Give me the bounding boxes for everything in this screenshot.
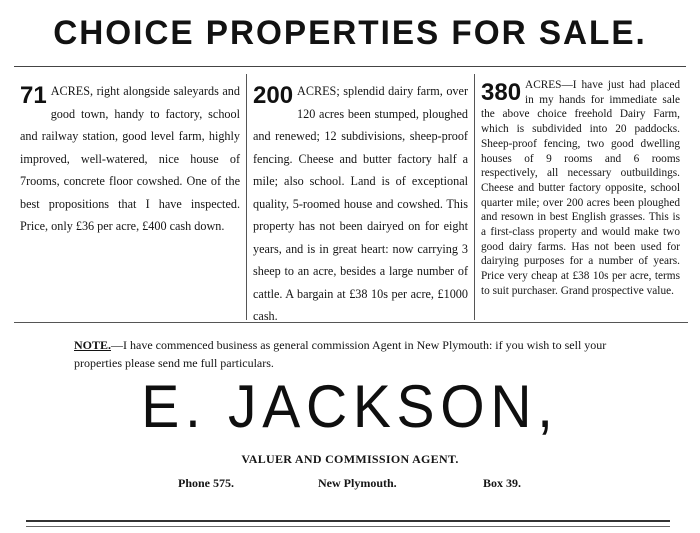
contact-phone: Phone 575.	[178, 476, 235, 490]
contact-row	[0, 476, 700, 494]
property-number-1: 71	[20, 82, 47, 109]
columns-bottom-rule	[14, 322, 688, 323]
contact-town: New Plymouth.	[318, 476, 397, 490]
note-paragraph	[74, 336, 644, 372]
property-description-2: ACRES; splendid dairy farm, over 120 acres been stumped, ploughed and renewed; 12 subdivisions, sheep-proof fencing. Cheese and butter factory half a mile; also school. Land is of exceptional quality, 5-roomed house and cowshed. This property has not been dairyed on for eight years, and is in great heart: now carrying 3 sheep to an acre, besides a large number of cattle. A bargain at £38 10s per acre, £1000 cash.	[253, 84, 468, 323]
property-columns	[14, 74, 688, 323]
property-description-3: ACRES—I have just had placed in my hands for immediate sale the above choice freehold Dairy Farm, which is subdivided into 20 paddocks. Sheep-proof fencing, two good dwelling houses of 9 rooms and 6 rooms respectively, all necessary outbuildings. Cheese and butter factory opposite, school quarter mile; over 200 acres been ploughed and resown in best English grasses. This is a first-class property and would make two good dairy farms. Has not been used for dairying purposes for a number of years. Price very cheap at £38 10s per acre, terms to suit purchaser. Grand prospective value.	[481, 79, 680, 297]
property-number-3: 380	[481, 79, 522, 106]
bottom-rule	[26, 520, 670, 527]
note-text: —I have commenced business as general commission Agent in New Plymouth: if you wish to sell your properties please send me full particulars.	[74, 338, 607, 370]
agent-title: VALUER AND COMMISSION AGENT.	[241, 452, 459, 466]
note-label: NOTE.	[74, 338, 112, 352]
property-text-3	[481, 78, 680, 299]
property-description-1: ACRES, right alongside saleyards and good town, handy to factory, school and railway station, good level farm, highly improved, well-watered, nice house of 7rooms, concrete floor cowshed. One of the best propositions that I have inspected. Price, only £36 per acre, £400 cash down.	[20, 84, 240, 233]
property-text-1	[20, 80, 240, 238]
contact-box: Box 39.	[483, 476, 522, 490]
top-rule	[14, 66, 686, 67]
headline: CHOICE PROPERTIES FOR SALE.	[53, 14, 647, 52]
property-number-2: 200	[253, 82, 294, 109]
agent-name: E. JACKSON,	[141, 373, 559, 440]
property-column-2	[246, 74, 474, 323]
property-column-3	[474, 74, 686, 320]
property-column-1	[14, 74, 246, 320]
property-text-2	[253, 80, 468, 328]
